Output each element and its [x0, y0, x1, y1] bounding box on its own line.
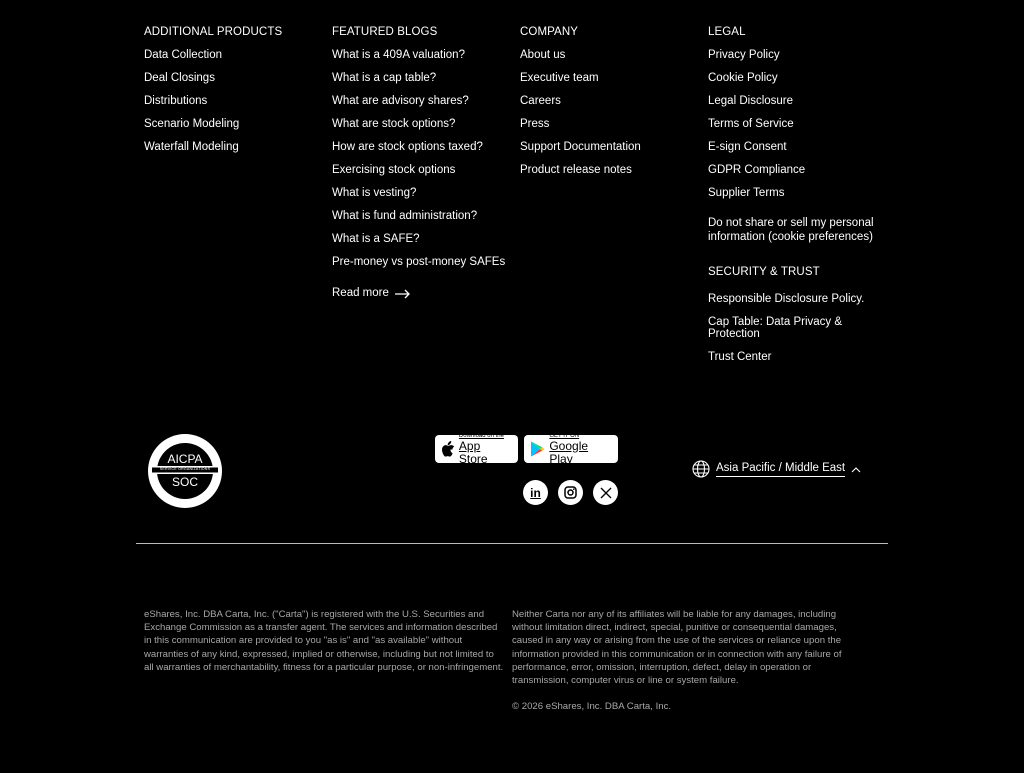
chevron-up-icon [851, 466, 861, 473]
footer-link[interactable]: E-sign Consent [708, 141, 787, 153]
additional-products-column [144, 26, 324, 164]
footer-link[interactable]: GDPR Compliance [708, 164, 806, 176]
linkedin-icon[interactable]: in [523, 480, 548, 505]
footer-link[interactable]: Cookie Policy [708, 72, 778, 84]
arrow-right-icon [395, 289, 411, 299]
footer-link[interactable]: What is a 409A valuation? [332, 49, 465, 61]
footer-link[interactable]: Support Documentation [520, 141, 641, 153]
x-twitter-icon[interactable] [593, 480, 618, 505]
aicpa-soc-badge [146, 432, 224, 510]
google-play-small: GET IT ON [549, 432, 580, 439]
footer-link[interactable]: Executive team [520, 72, 599, 84]
featured-blogs-column [332, 26, 512, 310]
column-heading: FEATURED BLOGS [332, 26, 438, 38]
footer-link[interactable]: What is fund administration? [332, 210, 478, 222]
read-more-label: Read more [332, 287, 389, 299]
app-store-large: App Store [458, 438, 488, 466]
region-label: Asia Pacific / Middle East [716, 462, 845, 477]
footer-link[interactable]: Waterfall Modeling [144, 141, 239, 153]
footer-link[interactable]: Supplier Terms [708, 187, 785, 199]
footer-link[interactable]: What is a SAFE? [332, 233, 420, 245]
column-heading: LEGAL [708, 26, 746, 38]
footer-link[interactable]: Responsible Disclosure Policy. [708, 293, 865, 305]
footer-link[interactable]: Distributions [144, 95, 208, 107]
footer-link[interactable]: Exercising stock options [332, 164, 456, 176]
footer-link[interactable]: Legal Disclosure [708, 95, 794, 107]
footer-link[interactable]: Pre-money vs post-money SAFEs [332, 256, 506, 268]
app-store-badge[interactable] [435, 432, 518, 466]
apple-icon [441, 441, 455, 457]
footer-link[interactable]: What is vesting? [332, 187, 417, 199]
region-selector[interactable] [692, 460, 861, 478]
instagram-icon[interactable] [558, 480, 583, 505]
globe-icon [692, 460, 710, 478]
footer-link[interactable]: Do not share or sell my personal information (cookie preferences) [708, 217, 874, 243]
footer-link[interactable]: Careers [520, 95, 561, 107]
app-store-small: Download on the [458, 432, 504, 439]
column-heading: ADDITIONAL PRODUCTS [144, 26, 283, 38]
footer-divider [136, 543, 888, 544]
google-play-large: Google Play [549, 438, 589, 466]
footer-link[interactable]: How are stock options taxed? [332, 141, 483, 153]
footer-link[interactable]: About us [520, 49, 566, 61]
footer-link[interactable]: Trust Center [708, 351, 772, 363]
footer-link[interactable]: What are advisory shares? [332, 95, 469, 107]
google-play-badge[interactable] [524, 432, 618, 466]
footer-link[interactable]: Terms of Service [708, 118, 794, 130]
disclaimer-left: eShares, Inc. DBA Carta, Inc. ("Carta") is registered with the U.S. Securities and Exchange Commission as a transfer agent. The services and information described in this communication are provided to you "as is" and "as available" without warranties of any kind, expressed, implied or otherwise, including but not limited to all warranties of merchantability, fitness for a particular purpose, or non-infringement. [144, 609, 504, 673]
footer-link[interactable]: Privacy Policy [708, 49, 780, 61]
footer-link[interactable]: Press [520, 118, 550, 130]
footer-link[interactable]: Product release notes [520, 164, 632, 176]
footer-link[interactable]: Scenario Modeling [144, 118, 240, 130]
footer-link[interactable]: What are stock options? [332, 118, 456, 130]
read-more-link[interactable] [332, 287, 512, 300]
company-column [520, 26, 700, 187]
disclaimer-right: Neither Carta nor any of its affiliates will be liable for any damages, including without limitation direct, indirect, special, punitive or consequential damages, caused in any way or arising from the use of the services or reliance upon the information provided in this communication or in connection with any failure of performance, error, omission, interruption, defect, delay in operation or transmission, computer virus or line or system failure. [512, 609, 842, 687]
column-heading: COMPANY [520, 26, 578, 38]
column-heading: SECURITY & TRUST [708, 266, 820, 278]
google-play-icon [530, 440, 545, 458]
copyright: © 2026 eShares, Inc. DBA Carta, Inc. [512, 701, 672, 712]
footer-link[interactable]: What is a cap table? [332, 72, 437, 84]
legal-column [708, 26, 880, 374]
soc-badge-bottom: SOC [171, 475, 198, 489]
footer-link[interactable]: Deal Closings [144, 72, 215, 84]
footer-link[interactable]: Cap Table: Data Privacy & Protection [708, 316, 843, 340]
footer-link[interactable]: Data Collection [144, 49, 222, 61]
soc-badge-top: AICPA [167, 452, 203, 466]
soc-badge-mid: SERVICE ORGANIZATIONS [159, 467, 211, 471]
